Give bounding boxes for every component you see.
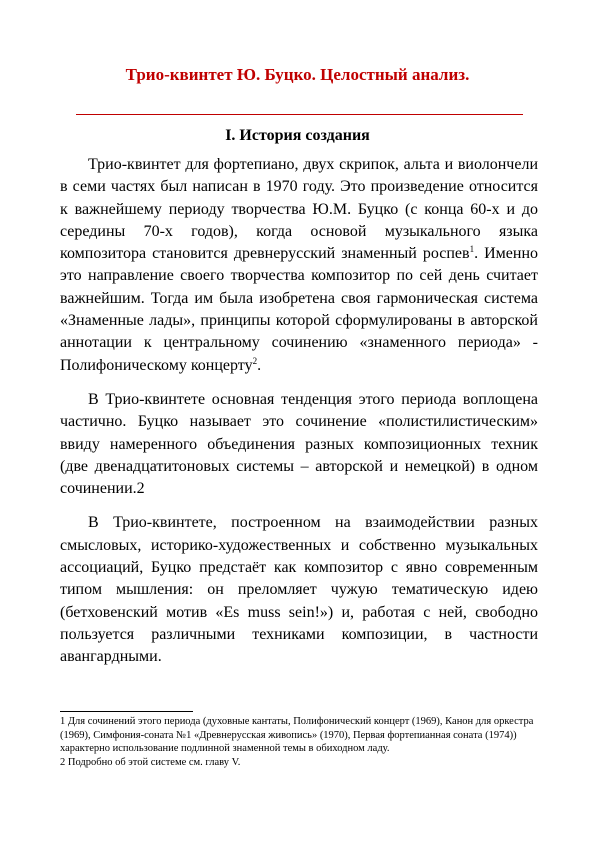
footnote-1: 1 Для сочинений этого периода (духовные кантаты, Полифонический концерт (1969), Канон для оркестра (1969), Симфония-соната №1 «Древнерусская живопись» (1970), Первая фортепианная соната (1974)) характерно использование подлинной знаменной темы в обиходном ладу. <box>60 716 534 755</box>
paragraph-1-part-3: . <box>257 356 262 374</box>
paragraph-1-part-2: . Именно это направление своего творчества композитор по сей день считает важнейшим. Тогда им была изобретена своя гармоническая система «Знаменные лады», принципы которой сформулированы в авторской аннотации к центральному сочинению «знаменного периода» - Полифоническому концерту <box>60 245 539 374</box>
footnote-ref-1[interactable]: 1 <box>469 244 475 255</box>
section-heading: I. История создания <box>225 127 370 144</box>
footnote-ref-2[interactable]: 2 <box>252 355 258 366</box>
paragraph-1 <box>60 154 538 377</box>
paragraph-3: В Трио-квинтете, построенном на взаимодействии разных смысловых, историко-художественных и собственно музыкальных ассоциаций, Буцко предстаёт как композитор с явно современным типом мышления: он преломляет чужую тематическую идею (бетховенский мотив «Es muss sein!») и, работая с ней, свободно пользуется различными техниками композиции, в частности авангардными. <box>60 514 538 666</box>
body-text <box>60 154 538 681</box>
paragraph-1-part-1: Трио-квинтет для фортепиано, двух скрипок, альта и виолончели в семи частях был написан в 1970 году. Это произведение относится к важнейшему периоду творчества Ю.М. Буцко (с конца 60-х и до середины 70-х годов), когда основой музыкального языка композитора становится древнерусский знаменный роспев <box>60 156 538 263</box>
footnotes <box>60 715 538 769</box>
footnote-separator <box>60 711 193 712</box>
paragraph-2: В Трио-квинтете основная тенденция этого периода воплощена частично. Буцко называет это сочинение «полистилистическим» ввиду намеренного объединения разных композиционных техник (две двенадцатитоновых системы – авторской и немецкой) в одном сочинении.2 <box>60 390 538 498</box>
title-underline <box>76 114 523 115</box>
footnote-2: 2 Подробно об этой системе см. главу V. <box>60 756 241 768</box>
document-title: Трио-квинтет Ю. Буцко. Целостный анализ. <box>125 65 470 84</box>
